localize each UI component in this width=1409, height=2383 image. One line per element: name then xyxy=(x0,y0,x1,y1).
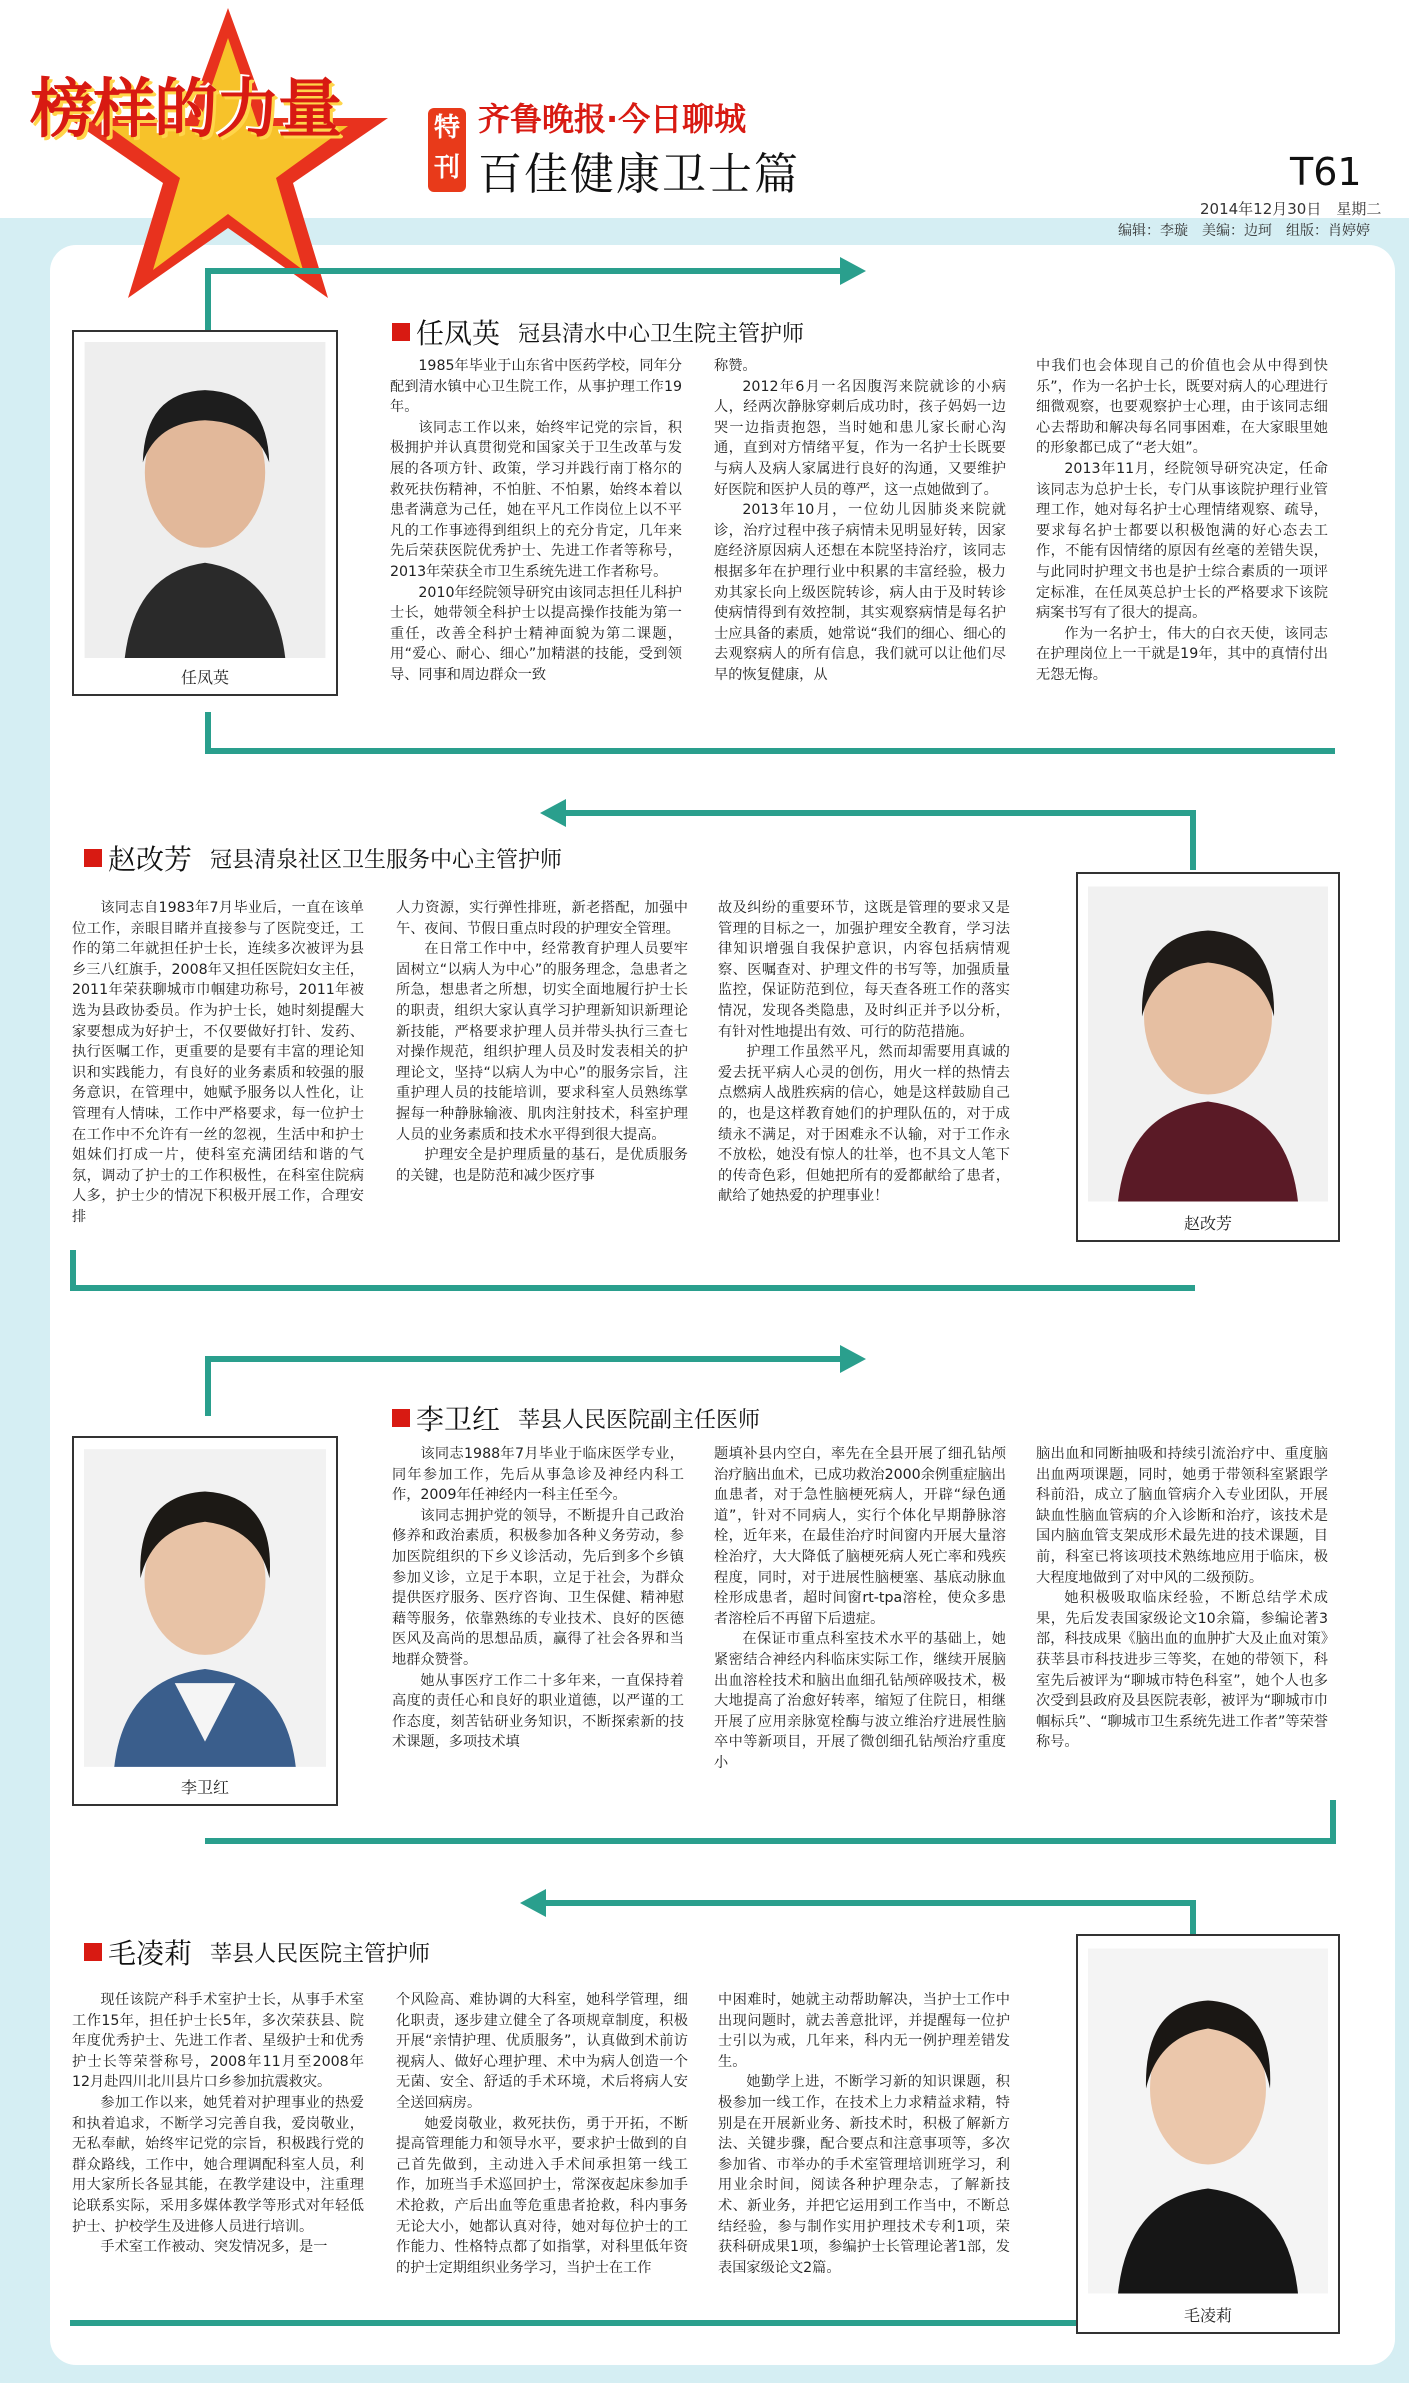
paragraph: 中困难时，她就主动帮助解决，当护士工作中出现问题时，就去善意批评，并提醒每一位护士引以为戒，几年来，科内无一例护理差错发生。 xyxy=(718,1992,1010,2070)
profile-heading xyxy=(84,1932,430,1972)
red-square-icon xyxy=(84,849,102,867)
person-title: 莘县人民医院主管护师 xyxy=(210,1941,431,1967)
profile-heading xyxy=(392,312,804,352)
person-name: 赵改芳 xyxy=(108,843,193,876)
banner-title: 榜样的力量 xyxy=(30,72,340,147)
photo-caption: 李卫红 xyxy=(180,1778,229,1797)
article-column xyxy=(396,898,688,1250)
person-silhouette-icon xyxy=(1088,884,1328,1204)
page-number: T61 xyxy=(1290,150,1362,194)
red-square-icon xyxy=(84,1943,102,1961)
person-name: 李卫红 xyxy=(416,1403,501,1436)
paragraph: 她积极吸取临床经验，不断总结学术成果，先后发表国家级论文10余篇，参编论著3部，科技成果《脑出血的血肿扩大及止血对策》获莘县市科技进步三等奖，在她的带领下，科室先后被评为“聊城市特色科室”，她个人也多次受到县政府及县医院表彰，被评为“聊城市巾帼标兵”、“聊城市卫生系统先进工作者”等荣誉称号。 xyxy=(1036,1590,1328,1751)
portrait-image xyxy=(84,342,326,658)
person-title: 莘县人民医院副主任医师 xyxy=(518,1407,761,1433)
person-silhouette-icon xyxy=(1088,1946,1328,2296)
paragraph: 护理工作虽然平凡，然而却需要用真诚的爱去抚平病人心灵的创伤，用火一样的热情去点燃病人战胜疾病的信心，她是这样鼓励自己的，也是这样教育她们的护理队伍的，对于成绩永不满足，对于困难永不认输，对于工作永不放松，她没有惊人的壮举，也不具文人笔下的传奇色彩，但她把所有的爱都献给了患者，献给了她热爱的护理事业！ xyxy=(718,1044,1010,1205)
paragraph: 该同志工作以来，始终牢记党的宗旨，积极拥护并认真贯彻党和国家关于卫生改革与发展的各项方针、政策，学习并践行南丁格尔的救死扶伤精神，不怕脏、不怕累，始终本着以患者满意为己任，她在平凡工作岗位上以不平凡的工作事迹得到组织上的充分肯定，几年来先后荣获医院优秀护士、先进工作者等称号，2013年荣获全市卫生系统先进工作者称号。 xyxy=(390,419,682,580)
article-column xyxy=(714,356,1006,704)
paragraph: 故及纠纷的重要环节，这既是管理的要求又是管理的目标之一，加强护理安全教育，学习法律知识增强自我保护意识，内容包括病情观察、医嘱查对、护理文件的书写等，加强质量监控，保证防范到位，每天查各班工作的落实情况，发现各类隐患，及时纠正并予以分析，有针对性地提出有效、可行的防范措施。 xyxy=(718,900,1010,1040)
special-tag: 特刊 xyxy=(428,108,466,192)
section-title: 百佳健康卫士篇 xyxy=(478,149,800,200)
article-column xyxy=(72,898,364,1250)
article-column xyxy=(396,1990,688,2320)
paragraph: 2012年6月一名因腹泻来院就诊的小病人，经两次静脉穿刺后成功时，孩子妈妈一边哭一边指责抱怨，当时她和患儿家长耐心沟通，直到对方情绪平复，作为一名护士长既要与病人及病人家属进行良好的沟通，又要维护好医院和医护人员的尊严，这一点她做到了。 xyxy=(714,378,1006,498)
paragraph: 脑出血和同断抽吸和持续引流治疗中、重度脑出血两项课题，同时，她勇于带领科室紧跟学科前沿，成立了脑血管病介入专业团队，开展缺血性脑血管病的介入诊断和治疗，该技术是国内脑血管支架成形术最先进的技术课题，目前，科室已将该项技术熟练地应用于临床，极大程度地做到了对中风的二级预防。 xyxy=(1036,1446,1328,1586)
star-emblem-icon xyxy=(18,8,438,308)
paragraph: 2013年11月，经院领导研究决定，任命该同志为总护士长，专门从事该院护理行业管理工作，她对每名护士心理情绪观察、疏导，要求每名护士都要以积极饱满的好心态去工作，不能有因情绪的原因有丝毫的差错失误，与此同时护理文书也是护士综合素质的一项评定标准，在任凤英总护士长的严格要求下该院病案书写有了很大的提高。 xyxy=(1036,460,1328,622)
article-column xyxy=(718,1990,1010,2320)
portrait-photo xyxy=(1076,1934,1340,2334)
paragraph: 在保证市重点科室技术水平的基础上，她紧密结合神经内科临床实际工作，继续开展脑出血溶栓技术和脑出血细孔钻颅碎吸技术，极大地提高了治愈好转率，缩短了住院日，相继开展了应用亲脉宽栓酶与波立维治疗进展性脑卒中等新项目，开展了微创细孔钻颅治疗重度小 xyxy=(714,1631,1006,1771)
paragraph: 现任该院产科手术室护士长，从事手术室工作15年，担任护士长5年，多次荣获县、院年度优秀护士、先进工作者、星级护士和优秀护士长等荣誉称号，2008年11月至2008年12月赴四川北川县片口乡参加抗震救灾。 xyxy=(72,1992,364,2091)
person-name: 毛凌莉 xyxy=(108,1937,193,1970)
editors-line: 编辑：李璇 美编：边珂 组版：肖婷婷 xyxy=(1118,223,1370,239)
portrait-photo xyxy=(1076,872,1340,1242)
paragraph: 称赞。 xyxy=(714,358,757,374)
paragraph: 作为一名护士，伟大的白衣天使，该同志在护理岗位上一干就是19年，其中的真情付出无怨无悔。 xyxy=(1036,625,1328,683)
issue-date: 2014年12月30日 星期二 xyxy=(1200,200,1382,218)
article-column xyxy=(390,356,682,704)
newspaper-name: 齐鲁晚报·今日聊城 xyxy=(478,100,747,138)
article-column xyxy=(72,1990,364,2320)
portrait-photo xyxy=(72,1436,338,1806)
article-column xyxy=(718,898,1010,1250)
portrait-image xyxy=(84,1448,326,1768)
person-name: 任凤英 xyxy=(416,317,501,350)
paragraph: 参加工作以来，她凭着对护理事业的热爱和执着追求，不断学习完善自我，爱岗敬业，无私奉献，始终牢记党的宗旨，积极践行党的群众路线，工作中，她合理调配科室人员，利用大家所长各显其能，在教学建设中，注重理论联系实际，采用多媒体教学等形式对年轻低护士、护校学生及进修人员进行培训。 xyxy=(72,2094,364,2235)
photo-caption: 毛凌莉 xyxy=(1183,2306,1232,2325)
paragraph: 2013年10月，一位幼儿因肺炎来院就诊，治疗过程中孩子病情未见明显好转，因家庭经济原因病人还想在本院坚持治疗，该同志根据多年在护理行业中积累的丰富经验，极力劝其家长向上级医院转诊，病人由于及时转诊使病情得到有效控制，其实观察病情是每名护士应具备的素质，她常说“我们的细心、细心的去观察病人的所有信息，我们就可以让他们尽早的恢复健康，从 xyxy=(714,502,1006,683)
portrait-image xyxy=(1088,1946,1328,2296)
portrait-photo xyxy=(72,330,338,696)
profile-heading xyxy=(392,1398,760,1438)
paragraph: 她从事医疗工作二十多年来，一直保持着高度的责任心和良好的职业道德，以严谨的工作态度，刻苦钻研业务知识，不断探索新的技术课题，多项技术填 xyxy=(392,1672,684,1751)
person-title: 冠县清泉社区卫生服务中心主管护师 xyxy=(210,847,563,873)
paragraph: 中我们也会体现自己的价值也会从中得到快乐”，作为一名护士长，既要对病人的心理进行细微观察，也要观察护士心理，由于该同志细心去帮助和解决每名同事困难，在大家眼里她的形象都已成了“老大姐”。 xyxy=(1036,358,1328,457)
paragraph: 个风险高、难协调的大科室，她科学管理，细化职责，逐步建立健全了各项规章制度，积极开展“亲情护理、优质服务”，认真做到术前访视病人、做好心理护理、术中为病人创造一个无菌、安全、舒适的手术环境，术后将病人安全送回病房。 xyxy=(396,1992,688,2111)
article-column xyxy=(714,1444,1006,1806)
paragraph: 在日常工作中中，经常教育护理人员要牢固树立“以病人为中心”的服务理念，急患者之所急，想患者之所想，切实全面地履行护士长的职责，组织大家认真学习护理新知识新理论新技能，严格要求护理人员并带头执行三查七对操作规范，组织护理人员及时发表相关的护理论文，坚持“以病人为中心”的服务宗旨，注重护理人员的技能培训，要求科室人员熟练掌握每一种静脉输液、肌肉注射技术，科室护理人员的业务素质和技术水平得到很大提高。 xyxy=(396,941,688,1143)
article-column xyxy=(392,1444,684,1806)
photo-caption: 赵改芳 xyxy=(1183,1214,1232,1233)
red-square-icon xyxy=(392,323,410,341)
paragraph: 该同志1988年7月毕业于临床医学专业，同年参加工作，先后从事急诊及神经内科工作，2009年任神经内一科主任至今。 xyxy=(392,1446,684,1504)
paragraph: 护理安全是护理质量的基石，是优质服务的关键，也是防范和减少医疗事 xyxy=(396,1147,688,1184)
article-column xyxy=(1036,1444,1328,1806)
portrait-image xyxy=(1088,884,1328,1204)
person-silhouette-icon xyxy=(84,1448,326,1768)
person-title: 冠县清水中心卫生院主管护师 xyxy=(518,321,805,347)
paragraph: 她爱岗敬业，救死扶伤，勇于开拓，不断提高管理能力和领导水平，要求护士做到的自己首先做到，主动进入手术间承担第一线工作，加班当手术巡回护士，常深夜起床参加手术抢救，产后出血等危重患者抢救，科内事务无论大小，她都认真对待，她对每位护士的工作能力、性格特点都了如指掌，对科里低年资的护士定期组织业务学习，当护士在工作 xyxy=(396,2115,688,2276)
profile-heading xyxy=(84,838,562,878)
paragraph: 该同志自1983年7月毕业后，一直在该单位工作，亲眼目睹并直接参与了医院变迁，工作的第二年就担任护士长，连续多次被评为县乡三八红旗手，2008年又担任医院妇女主任，2011年荣获聊城市巾帼建功称号，2011年被选为县政协委员。作为护士长，她时刻提醒大家要想成为好护士，不仅要做好打针、发药、执行医嘱工作，更重要的是要有丰富的理论知识和实践能力，有良好的业务素质和较强的服务意识，在管理中，她赋予服务以人性化，让管理有人情味，工作中严格要求，每一位护士在工作中不允许有一丝的忽视，生活中和护士姐妹们打成一片，使科室充满团结和谐的气氛，调动了护士的工作积极性，在科室住院病人多，护士少的情况下积极开展工作，合理安排 xyxy=(72,900,364,1225)
person-silhouette-icon xyxy=(84,342,326,658)
paragraph: 该同志拥护党的领导，不断提升自己政治修养和政治素质，积极参加各种义务劳动，参加医院组织的下乡义诊活动，先后到多个乡镇参加义诊，立足于本职，立足于社会，为群众提供医疗服务、医疗咨询、卫生保健、精神慰藉等服务，依靠熟练的专业技术、良好的医德医风及高尚的思想品质，赢得了社会各界和当地群众赞誉。 xyxy=(392,1507,684,1668)
paragraph: 1985年毕业于山东省中医药学校，同年分配到清水镇中心卫生院工作，从事护理工作19年。 xyxy=(390,358,682,416)
paragraph: 2010年经院领导研究由该同志担任儿科护士长，她带领全科护士以提高操作技能为第一重任，改善全科护士精神面貌为第二课题，用“爱心、耐心、细心”加精湛的技能，受到领导、同事和周边群众一致 xyxy=(390,584,682,683)
paragraph: 题填补县内空白，率先在全县开展了细孔钻颅治疗脑出血术，已成功救治2000余例重症脑出血患者，对于急性脑梗死病人，开辟“绿色通道”，针对不同病人，实行个体化早期静脉溶栓，近年来，在最佳治疗时间窗内开展大量溶栓治疗，大大降低了脑梗死病人死亡率和残疾程度，同时，对于进展性脑梗塞、基底动脉血栓形成患者，超时间窗rt-tpa溶栓，使众多患者溶栓后不再留下后遗症。 xyxy=(714,1446,1006,1627)
photo-caption: 任凤英 xyxy=(180,668,229,687)
red-square-icon xyxy=(392,1409,410,1427)
article-column xyxy=(1036,356,1328,704)
paragraph: 人力资源，实行弹性排班，新老搭配，加强中午、夜间、节假日重点时段的护理安全管理。 xyxy=(396,900,688,937)
paragraph: 她勤学上进，不断学习新的知识课题，积极参加一线工作，在技术上力求精益求精，特别是在开展新业务、新技术时，积极了解新方法、关键步骤，配合要点和注意事项等，多次参加省、市举办的手术室管理培训班学习，利用业余时间，阅读各种护理杂志，了解新技术、新业务，并把它运用到工作当中，不断总结经验，参与制作实用护理技术专利1项，荣获科研成果1项，参编护士长管理论著1部，发表国家级论文2篇。 xyxy=(718,2074,1010,2276)
paragraph: 手术室工作被动、突发情况多，是一 xyxy=(100,2239,328,2256)
